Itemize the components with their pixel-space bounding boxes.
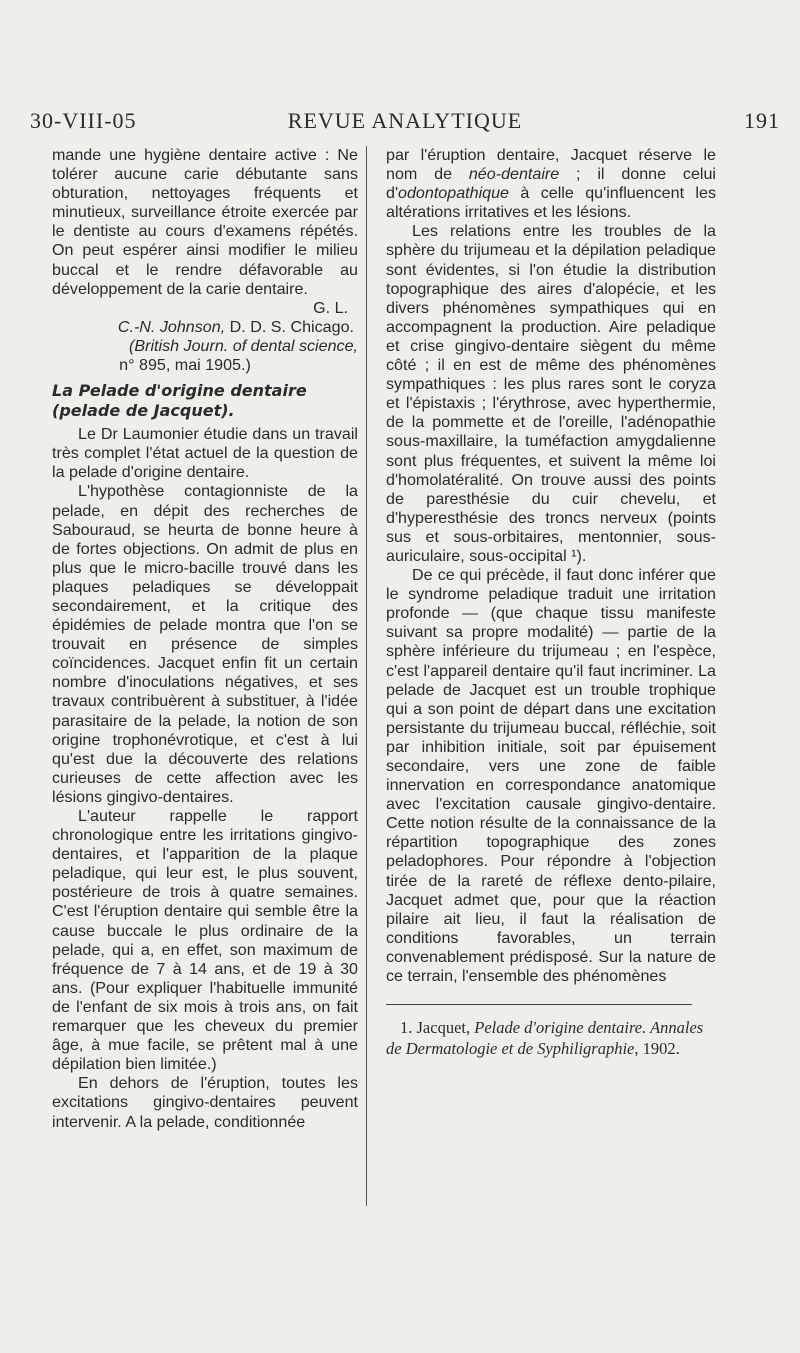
citation-author-line <box>52 318 358 337</box>
footnote-title: Pelade d'origine dentaire. Annales de Dermatologie et de Syphiligraphie <box>386 1018 704 1059</box>
citation-number: n° 895, mai 1905.) <box>119 356 251 375</box>
footnote-rule <box>386 1004 692 1005</box>
paragraph-laumonier: Le Dr Laumonier étudie dans un travail très complet l'état actuel de la question de la pelade d'origine dentaire. <box>52 425 358 482</box>
term-neo-dentaire: néo-dentaire <box>468 165 560 184</box>
citation-place: D. D. S. Chicago. <box>225 317 354 336</box>
paragraph-hygiene: mande une hygiène dentaire active : Ne tolérer aucune carie débutante sans obturation, nettoyages fréquents et minutieux, surveillance étroite exercée par le dentiste au cours d'examens répétés. On peut espérer ainsi modifier le milieu buccal et le rendre défavorable au développement de la carie dentaire. <box>52 146 358 298</box>
page-number: 191 <box>744 108 780 133</box>
section-heading: La Pelade d'origine dentaire (pelade de Jacquet). <box>52 381 307 421</box>
text-segment: à celle qu'influencent les altérations irritatives et les lésions. <box>386 184 716 222</box>
paragraph-chronology: L'auteur rappelle le rapport chronologique entre les irritations gingivo-dentaires, et l'apparition de la plaque peladique, qui leur est, le plus souvent, postérieure de trois à quatre semaines. C'est l'éruption dentaire qui semble être la cause buccale le plus ordinaire de la pelade, qui a, en effet, son maximum de fréquence de 7 à 14 ans, et de 19 à 30 ans. (Pour expliquer l'habituelle immunité de l'enfant de six mois à trois ans, on fait remarquer que les cheveux du premier âge, à mue facile, se prêtent mal à une dépilation bien limitée.) <box>52 807 358 1074</box>
header-date: 30-VIII-05 <box>30 108 137 133</box>
text-segment: par l'éruption dentaire, Jacquet réserve le nom de <box>386 146 716 184</box>
paragraph-excitations: En dehors de l'éruption, toutes les excitations gingivo-dentaires peuvent intervenir. A la pelade, conditionnée <box>52 1074 358 1131</box>
paragraph-relations: Les relations entre les troubles de la sphère du trijumeau et la dépilation peladique sont évidentes, si l'on étudie la distribution topographique des aires d'alopécie, et les divers phénomènes sympathiques qui en accompagnent la production. Aire peladique et crise gingivo-dentaire siègent du même côté ; il en est de même des phénomènes sympathiques : les plus rares sont le coryza et l'épistaxis ; l'érythrose, avec hyperthermie, de la pommette et de l'oreille, l'adénopathie sous-maxillaire, la tuméfaction amygdalienne sont plus fréquentes, et suivent la même loi d'homolatéralité. On trouve aussi des points de paresthésie du cuir chevelu, et d'hyperesthésie des troncs nerveux (points sus et sous-orbitaires, mentonnier, sous-auriculaire, sous-occipital ¹). <box>386 222 716 565</box>
right-column <box>386 146 716 1059</box>
citation-journal: (British Journ. of dental science, <box>129 336 358 355</box>
running-header <box>30 108 790 138</box>
paragraph-neo-dentaire <box>386 146 716 222</box>
header-title: REVUE ANALYTIQUE <box>287 108 523 133</box>
footnote-author: 1. Jacquet, <box>400 1018 475 1038</box>
footnote-year: , 1902. <box>634 1039 680 1059</box>
footnote <box>386 1017 716 1059</box>
column-rule <box>366 146 367 1206</box>
paragraph-conclusion: De ce qui précède, il faut donc inférer que le syndrome peladique traduit une irritation profonde — (que chaque tissu manifeste suivant sa propre modalité) — partie de la sphère inférieure du trijumeau ; en l'espèce, c'est l'appareil dentaire qu'il faut incriminer. La pelade de Jacquet est un trouble trophique qui a son point de départ dans une excitation persistante du trijumeau buccal, réfléchie, soit par inhibition initiale, soit par épuisement secondaire, vers une zone de faible innervation en correspondance anatomique avec l'excitation causale gingivo-dentaire. Cette notion résulte de la connaissance de la répartition topographique des zones peladophores. Pour répondre à l'objection tirée de la rareté de réflexe dento-pilaire, Jacquet admet que, pour que la réaction pilaire ait lieu, il faut la réalisation de conditions favorables, un terrain convenablement prédisposé. Sur la nature de ce terrain, l'ensemble des phénomènes <box>386 566 716 986</box>
text-segment: ; il donne celui d' <box>386 165 716 203</box>
paragraph-hypothesis: L'hypothèse contagionniste de la pelade, en dépit des recherches de Sabouraud, se heurta de bonne heure à de fortes objections. On admit de plus en plus que le micro-bacille trouvé dans les plaques peladiques se développait secondairement, et la critique des épidémies de pelade montra que l'on se trouvait en présence de simples coïncidences. Jacquet enfin fit un certain nombre d'inoculations négatives, et ses travaux contribuèrent à substituer, à l'idée parasitaire de la pelade, la notion de son origine trophonévrotique, et c'est à lui qu'est due la découverte des relations curieuses de cette affection avec les lésions gingivo-dentaires. <box>52 482 358 806</box>
term-odontopathique: odontopathique <box>398 184 510 203</box>
citation-author: C.-N. Johnson, <box>117 317 226 336</box>
left-column <box>52 146 358 1132</box>
author-initials: G. L. <box>313 298 348 317</box>
